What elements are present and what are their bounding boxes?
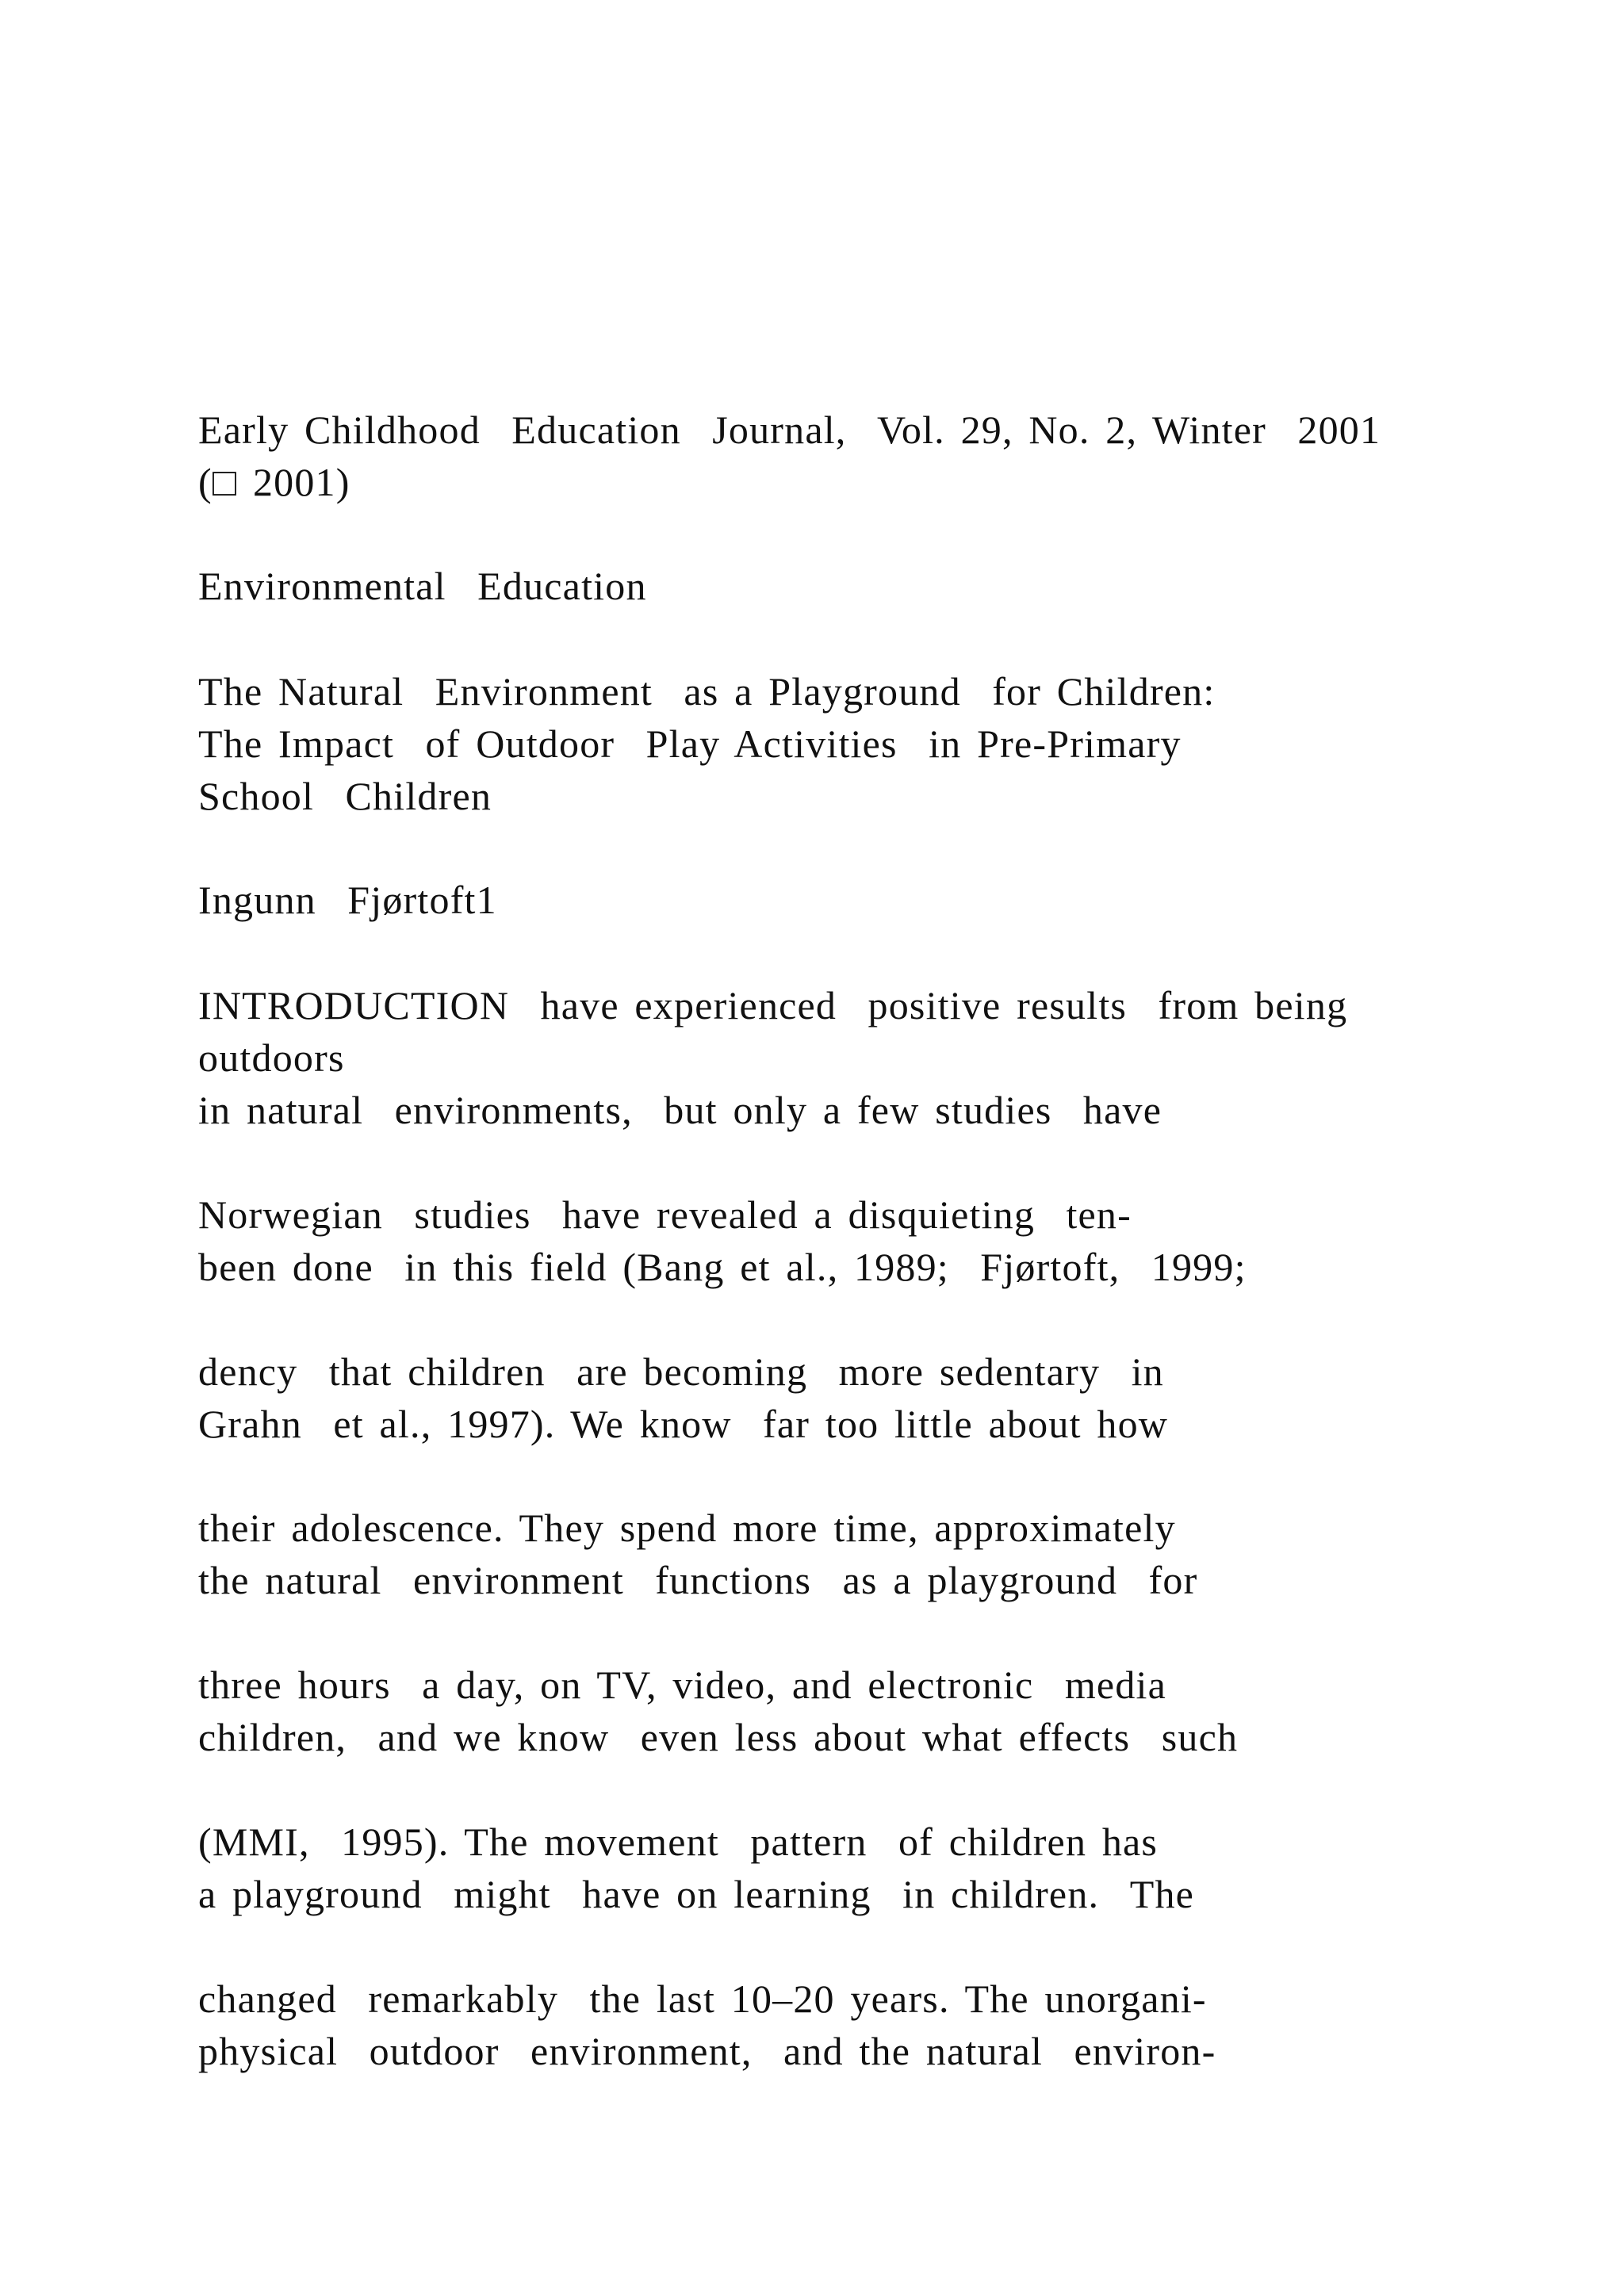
body-line: three hours a day, on TV, video, and electronic media [198,1663,1167,1707]
article-title-line-1: The Natural Environment as a Playground for Children: [198,669,1216,714]
copyright-line: (□ 2001) [198,460,350,504]
body-line: Grahn et al., 1997). We know far too little about how [198,1402,1169,1446]
body-line: changed remarkably the last 10–20 years. The unorgani- [198,1976,1207,2021]
body-line: Norwegian studies have revealed a disquieting ten- [198,1192,1132,1237]
journal-citation-line: Early Childhood Education Journal, Vol. 29, No. 2, Winter 2001 [198,408,1381,452]
body-line: outdoors [198,1035,345,1080]
body-line: in natural environments, but only a few studies have [198,1088,1162,1132]
body-line: dency that children are becoming more sedentary in [198,1349,1164,1394]
author-name: Ingunn Fjørtoft1 [198,878,497,922]
body-line: children, and we know even less about what effects such [198,1715,1239,1759]
body-line: their adolescence. They spend more time, approximately [198,1506,1176,1550]
section-heading: Environmental Education [198,564,647,608]
body-line: INTRODUCTION have experienced positive results from being [198,983,1348,1027]
article-title-line-2: The Impact of Outdoor Play Activities in Pre-Primary [198,721,1182,766]
body-line: a playground might have on learning in children. The [198,1872,1195,1916]
body-line: (MMI, 1995). The movement pattern of children has [198,1820,1159,1864]
body-line: physical outdoor environment, and the natural environ- [198,2029,1216,2073]
article-title-line-3: School Children [198,774,492,818]
body-line: the natural environment functions as a playground for [198,1558,1198,1602]
body-line: been done in this field (Bang et al., 1989; Fjørtoft, 1999; [198,1245,1247,1289]
